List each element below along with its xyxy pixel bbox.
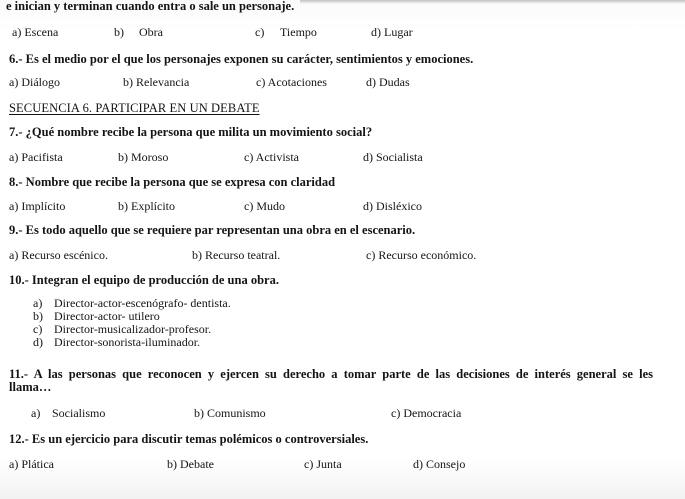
- option-d: d) Lugar: [371, 25, 413, 39]
- question-9: 9.- Es todo aquello que se requiere par representan una obra en el escenario.: [9, 223, 416, 237]
- question-11-line-2: llama…: [9, 380, 52, 394]
- q11-option-a-text: Socialismo: [52, 406, 106, 420]
- q8-option-d: d) Disléxico: [363, 199, 422, 213]
- option-c-marker: c): [255, 25, 265, 39]
- q7-option-b: b) Moroso: [118, 150, 169, 164]
- q9-option-b: b) Recurso teatral.: [192, 248, 281, 262]
- q10-option-c-marker: c): [33, 322, 43, 336]
- q12-option-c: c) Junta: [304, 457, 342, 471]
- option-a: a) Escena: [12, 25, 59, 39]
- q6-option-a: a) Diálogo: [9, 75, 60, 89]
- q10-option-d-marker: d): [33, 335, 43, 349]
- q12-option-d: d) Consejo: [413, 457, 466, 471]
- q10-option-b-text: Director-actor- utilero: [54, 309, 160, 323]
- q9-option-a: a) Recurso escénico.: [9, 248, 108, 262]
- page-edge-shadow: [300, 0, 685, 4]
- question-11: [9, 368, 653, 394]
- q10-option-a-marker: a): [33, 296, 43, 310]
- section-heading: SECUENCIA 6. PARTICIPAR EN UN DEBATE: [9, 101, 260, 115]
- q10-option-b-marker: b): [33, 309, 43, 323]
- q10-option-c-text: Director-musicalizador-profesor.: [54, 322, 212, 336]
- question-11-line-1: 11.- A las personas que reconocen y ejercen su derecho a tomar parte de las decisiones de interés general se les: [9, 368, 653, 381]
- question-10: 10.- Integran el equipo de producción de una obra.: [9, 273, 279, 287]
- q8-option-a: a) Implícito: [9, 199, 66, 213]
- q8-option-b: b) Explícito: [118, 199, 175, 213]
- q10-option-a-text: Director-actor-escenógrafo- dentista.: [54, 296, 231, 310]
- q10-option-d-text: Director-sonorista-iluminador.: [54, 335, 201, 349]
- q12-option-b: b) Debate: [167, 457, 214, 471]
- question-12: 12.- Es un ejercicio para discutir temas polémicos o controversiales.: [9, 432, 369, 446]
- q6-option-d: d) Dudas: [366, 75, 410, 89]
- q10-option-d: [33, 336, 333, 349]
- q6-option-b: b) Relevancia: [123, 75, 190, 89]
- q7-option-c: c) Activista: [244, 150, 299, 164]
- question-continuation-text: e inician y terminan cuando entra o sale un personaje.: [6, 0, 295, 13]
- option-b-marker: b): [114, 25, 124, 39]
- question-8: 8.- Nombre que recibe la persona que se expresa con claridad: [9, 175, 336, 189]
- q7-option-d: d) Socialista: [363, 150, 423, 164]
- q7-option-a: a) Pacifista: [9, 150, 63, 164]
- option-b-text: Obra: [139, 25, 163, 39]
- question-7: 7.- ¿Qué nombre recibe la persona que milita un movimiento social?: [9, 125, 373, 139]
- option-c-text: Tiempo: [280, 25, 317, 39]
- q12-option-a: a) Plática: [9, 457, 54, 471]
- q6-option-c: c) Acotaciones: [256, 75, 327, 89]
- q11-option-c: c) Democracia: [391, 406, 462, 420]
- q9-option-c: c) Recurso económico.: [366, 248, 477, 262]
- q11-option-b: b) Comunismo: [194, 406, 266, 420]
- q8-option-c: c) Mudo: [244, 199, 285, 213]
- q11-option-a-marker: a): [31, 406, 41, 420]
- question-6: 6.- Es el medio por el que los personajes exponen su carácter, sentimientos y emociones.: [9, 52, 474, 66]
